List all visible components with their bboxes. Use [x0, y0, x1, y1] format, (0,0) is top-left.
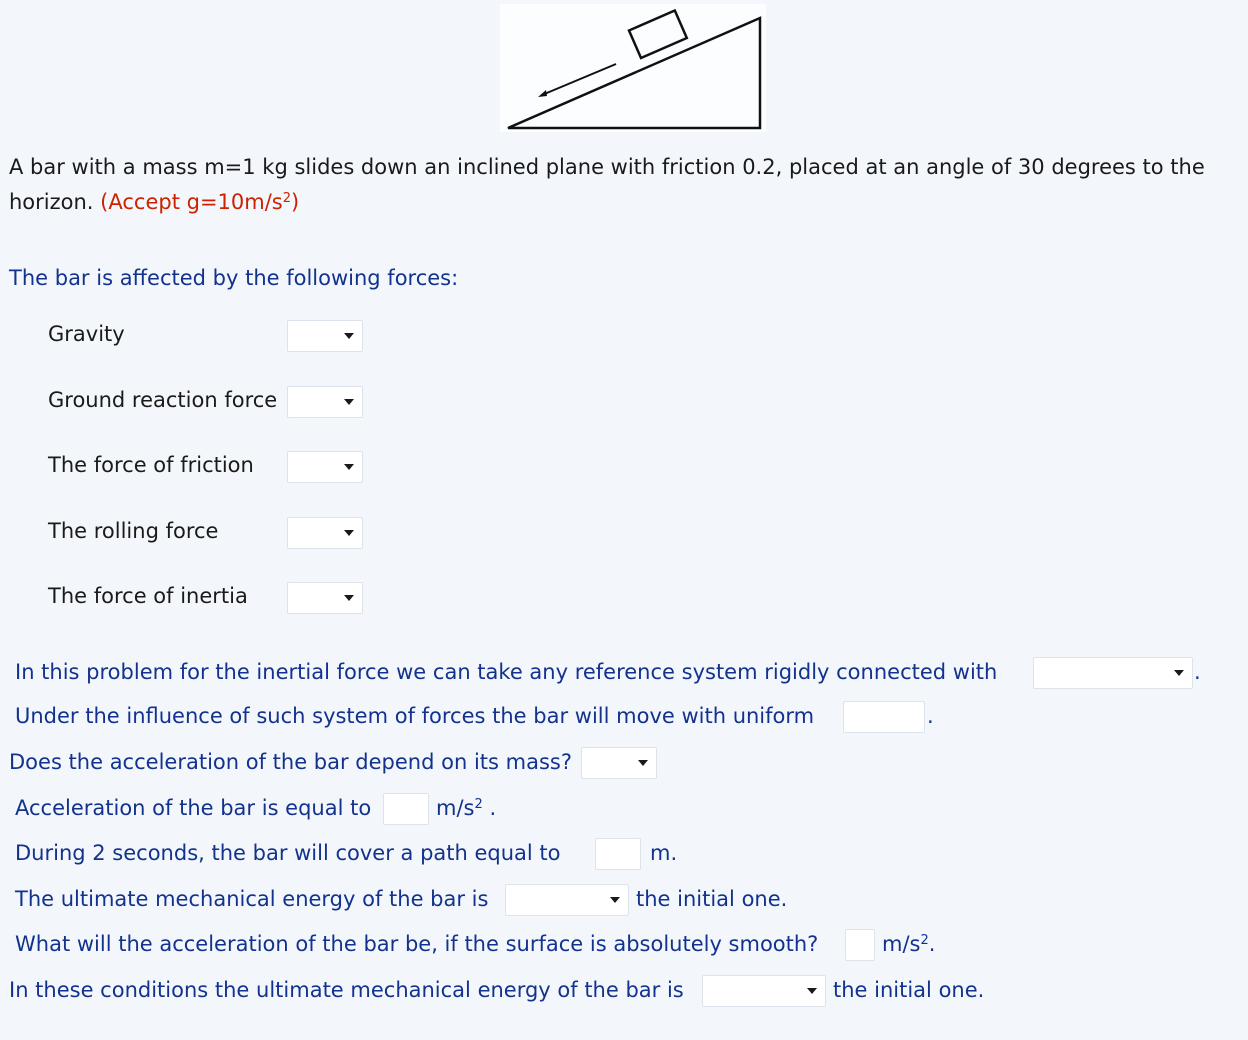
- question-energy-end: the initial one.: [636, 887, 788, 911]
- question-smooth-acceleration: What will the acceleration of the bar be, if the surface is absolutely smooth?: [15, 932, 819, 956]
- force-label-rolling: The rolling force: [48, 519, 219, 543]
- inertia-dropdown[interactable]: [287, 582, 363, 614]
- question-reference-system-end: .: [1194, 660, 1201, 684]
- force-label-friction: The force of friction: [48, 453, 254, 477]
- acceleration-unit-text: m/s: [436, 796, 475, 820]
- path-unit: m.: [650, 841, 678, 865]
- ground-reaction-dropdown[interactable]: [287, 386, 363, 418]
- question-energy: The ultimate mechanical energy of the bar is: [15, 887, 489, 911]
- force-label-ground-reaction: Ground reaction force: [48, 388, 278, 412]
- friction-dropdown[interactable]: [287, 451, 363, 483]
- accept-exponent: 2: [282, 191, 292, 206]
- chevron-down-icon: [610, 897, 620, 903]
- bar-block: [629, 10, 687, 58]
- motion-arrow-head: [538, 90, 547, 97]
- path-input[interactable]: [595, 838, 641, 870]
- acceleration-end: .: [489, 796, 497, 820]
- motion-arrow-line: [542, 64, 616, 95]
- acceleration-unit-exponent: 2: [474, 797, 483, 812]
- question-motion-type-end: .: [927, 704, 934, 728]
- question-mass-dependence: Does the acceleration of the bar depend on its mass?: [9, 750, 572, 774]
- chevron-down-icon: [1174, 670, 1184, 676]
- smooth-acceleration-end: .: [928, 932, 936, 956]
- inclined-plane-diagram: [500, 4, 766, 132]
- smooth-energy-dropdown[interactable]: [702, 975, 826, 1007]
- smooth-acceleration-unit-exponent: 2: [920, 933, 929, 948]
- motion-type-input[interactable]: [843, 701, 925, 733]
- question-smooth-energy-end: the initial one.: [833, 978, 985, 1002]
- accept-suffix: ): [291, 190, 300, 214]
- inclined-plane-figure: [500, 4, 766, 132]
- acceleration-input[interactable]: [383, 793, 429, 825]
- question-reference-system: In this problem for the inertial force we can take any reference system rigidly connected with: [15, 660, 998, 684]
- chevron-down-icon: [344, 464, 354, 470]
- acceleration-unit: [436, 796, 496, 820]
- chevron-down-icon: [344, 530, 354, 536]
- gravity-dropdown[interactable]: [287, 320, 363, 352]
- smooth-acceleration-unit: [882, 932, 935, 956]
- chevron-down-icon: [344, 333, 354, 339]
- smooth-acceleration-input[interactable]: [845, 929, 875, 961]
- forces-heading: The bar is affected by the following forces:: [9, 266, 459, 290]
- problem-text: A bar with a mass m=1 kg slides down an inclined plane with friction 0.2, placed at an angle of 30 degrees to the horizon.: [9, 155, 1205, 214]
- mass-dependence-dropdown[interactable]: [581, 747, 657, 779]
- chevron-down-icon: [638, 760, 648, 766]
- problem-statement: [9, 150, 1234, 220]
- chevron-down-icon: [344, 595, 354, 601]
- accept-prefix: (Accept g=10m/s: [100, 190, 283, 214]
- question-smooth-energy: In these conditions the ultimate mechanical energy of the bar is: [9, 978, 684, 1002]
- force-label-gravity: Gravity: [48, 322, 125, 346]
- reference-system-dropdown[interactable]: [1033, 657, 1193, 689]
- chevron-down-icon: [807, 988, 817, 994]
- force-label-inertia: The force of inertia: [48, 584, 248, 608]
- question-path: During 2 seconds, the bar will cover a path equal to: [15, 841, 561, 865]
- accept-note: [100, 190, 299, 214]
- question-acceleration: Acceleration of the bar is equal to: [15, 796, 372, 820]
- smooth-acceleration-unit-text: m/s: [882, 932, 921, 956]
- question-motion-type: Under the influence of such system of forces the bar will move with uniform: [15, 704, 815, 728]
- chevron-down-icon: [344, 399, 354, 405]
- energy-dropdown[interactable]: [505, 884, 629, 916]
- rolling-dropdown[interactable]: [287, 517, 363, 549]
